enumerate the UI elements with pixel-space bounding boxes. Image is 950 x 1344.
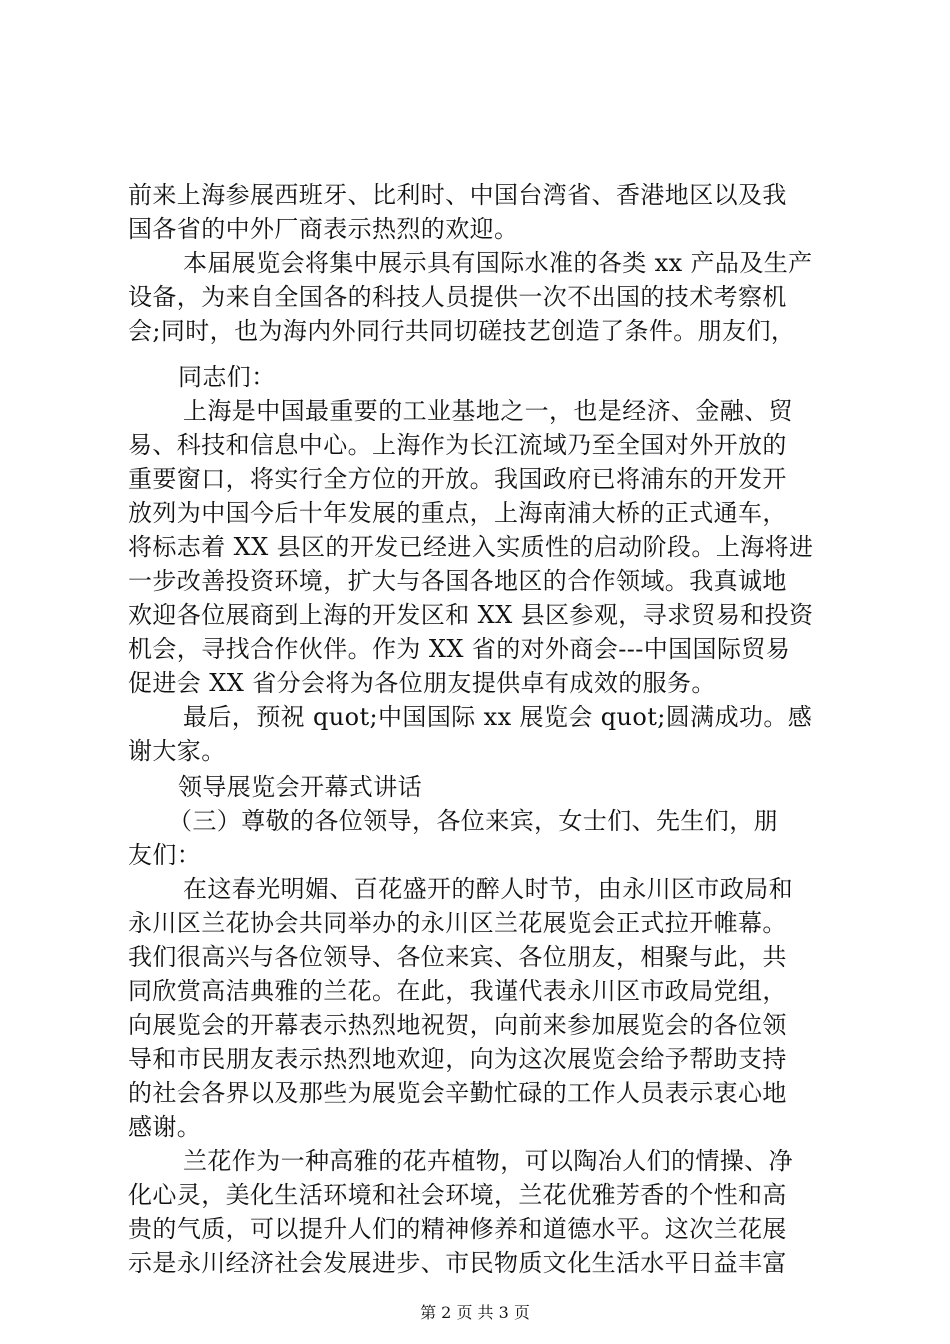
text-line: 重要窗口，将实行全方位的开放。我国政府已将浦东的开发开 [128, 465, 787, 493]
text-line: 示是永川经济社会发展进步、市民物质文化生活水平日益丰富 [128, 1249, 787, 1277]
text-line: 最后，预祝 quot;中国国际 xx 展览会 quot;圆满成功。感 [183, 703, 813, 731]
text-line: 友们： [128, 841, 202, 869]
text-line: 导和市民朋友表示热烈地欢迎，向为这次展览会给予帮助支持 [128, 1045, 787, 1073]
text-line: 在这春光明媚、百花盛开的醉人时节，由永川区市政局和 [183, 875, 793, 903]
text-line: 贵的气质，可以提升人们的精神修养和道德水平。这次兰花展 [128, 1215, 787, 1243]
text-line: 向展览会的开幕表示热烈地祝贺，向前来参加展览会的各位领 [128, 1011, 787, 1039]
text-line: 感谢。 [128, 1113, 202, 1141]
text-line: 会;同时，也为海内外同行共同切磋技艺创造了条件。朋友们， [128, 317, 796, 345]
text-line: 同志们： [178, 363, 276, 391]
text-line: 国各省的中外厂商表示热烈的欢迎。 [128, 215, 519, 243]
text-line: 前来上海参展西班牙、比利时、中国台湾省、香港地区以及我 [128, 181, 787, 209]
text-line: 促进会 XX 省分会将为各位朋友提供卓有成效的服务。 [128, 669, 716, 697]
text-line: （三）尊敬的各位领导，各位来宾，女士们、先生们，朋 [168, 807, 778, 835]
page-footer: 第 2 页 共 3 页 [420, 1303, 530, 1322]
text-line: 将标志着 XX 县区的开发已经进入实质性的启动阶段。上海将进 [128, 533, 814, 561]
text-line: 谢大家。 [128, 737, 226, 765]
text-line: 易、科技和信息中心。上海作为长江流域乃至全国对外开放的 [128, 431, 787, 459]
section-title: 领导展览会开幕式讲话 [178, 773, 422, 801]
text-line: 同欣赏高洁典雅的兰花。在此，我谨代表永川区市政局党组， [128, 977, 787, 1005]
text-line: 机会，寻找合作伙伴。作为 XX 省的对外商会---中国国际贸易 [128, 635, 791, 663]
text-line: 永川区兰花协会共同举办的永川区兰花展览会正式拉开帷幕。 [128, 909, 787, 937]
text-line: 兰花作为一种高雅的花卉植物，可以陶冶人们的情操、净 [183, 1147, 793, 1175]
text-line: 我们很高兴与各位领导、各位来宾、各位朋友，相聚与此，共 [128, 943, 787, 971]
text-line: 的社会各界以及那些为展览会辛勤忙碌的工作人员表示衷心地 [128, 1079, 787, 1107]
text-line: 欢迎各位展商到上海的开发区和 XX 县区参观，寻求贸易和投资 [128, 601, 814, 629]
text-line: 本届展览会将集中展示具有国际水准的各类 xx 产品及生产 [183, 249, 813, 277]
text-line: 上海是中国最重要的工业基地之一，也是经济、金融、贸 [183, 397, 793, 425]
text-line: 化心灵，美化生活环境和社会环境，兰花优雅芳香的个性和高 [128, 1181, 787, 1209]
text-line: 放列为中国今后十年发展的重点，上海南浦大桥的正式通车， [128, 499, 787, 527]
text-line: 一步改善投资环境，扩大与各国各地区的合作领域。我真诚地 [128, 567, 787, 595]
text-line: 设备，为来自全国各的科技人员提供一次不出国的技术考察机 [128, 283, 787, 311]
